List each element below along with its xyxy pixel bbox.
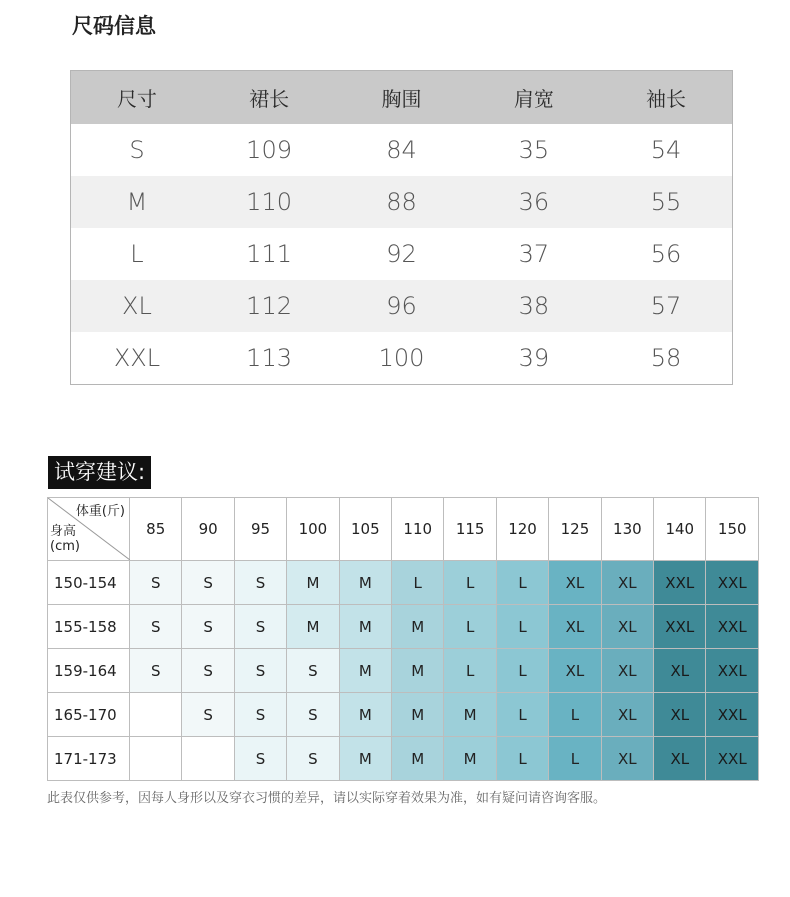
cell-skirt-length: 110 <box>203 176 335 228</box>
size-suggestion-cell: XL <box>549 605 601 649</box>
disclaimer-note: 此表仅供参考，因每人身形以及穿衣习惯的差异，请以实际穿着效果为准，如有疑问请咨询客服。 <box>47 791 607 806</box>
size-suggestion-cell: M <box>339 561 391 605</box>
fit-table-corner <box>48 498 130 561</box>
cell-size: XXL <box>71 332 203 385</box>
size-table-row <box>71 332 733 385</box>
cell-shoulder: 36 <box>468 176 600 228</box>
header-bust: 胸围 <box>335 71 467 125</box>
cell-shoulder: 37 <box>468 228 600 280</box>
size-suggestion-cell: L <box>392 561 444 605</box>
size-suggestion-cell: XL <box>601 737 653 781</box>
height-range-cell: 159-164 <box>48 649 130 693</box>
cell-bust: 84 <box>335 124 467 176</box>
height-range-cell: 171-173 <box>48 737 130 781</box>
height-axis-unit: (cm) <box>50 539 80 554</box>
size-suggestion-cell: L <box>496 561 548 605</box>
cell-size: L <box>71 228 203 280</box>
weight-header-cell: 140 <box>654 498 706 561</box>
height-axis-label-text: 身高 <box>50 524 77 539</box>
size-table-row <box>71 228 733 280</box>
size-info-title: 尺码信息 <box>72 14 156 38</box>
size-info-table <box>70 70 733 385</box>
cell-sleeve: 56 <box>600 228 732 280</box>
cell-bust: 92 <box>335 228 467 280</box>
weight-header-cell: 115 <box>444 498 496 561</box>
fit-table-row <box>48 693 759 737</box>
size-suggestion-cell: S <box>287 649 339 693</box>
size-suggestion-cell: S <box>234 693 286 737</box>
header-size: 尺寸 <box>71 71 203 125</box>
size-table-row <box>71 176 733 228</box>
height-range-cell: 150-154 <box>48 561 130 605</box>
size-suggestion-cell: XL <box>549 649 601 693</box>
cell-sleeve: 57 <box>600 280 732 332</box>
size-suggestion-cell: XL <box>654 737 706 781</box>
weight-header-cell: 85 <box>130 498 182 561</box>
fit-table-row <box>48 605 759 649</box>
weight-axis-label: 体重(斤) <box>75 504 125 519</box>
size-suggestion-cell: L <box>444 649 496 693</box>
fit-table-header-row <box>48 498 759 561</box>
cell-bust: 96 <box>335 280 467 332</box>
fit-table-row <box>48 649 759 693</box>
cell-skirt-length: 109 <box>203 124 335 176</box>
size-suggestion-cell: M <box>444 737 496 781</box>
size-suggestion-cell: XL <box>601 693 653 737</box>
size-suggestion-cell: M <box>392 737 444 781</box>
height-range-cell: 155-158 <box>48 605 130 649</box>
size-suggestion-cell: XXL <box>654 605 706 649</box>
cell-skirt-length: 113 <box>203 332 335 385</box>
size-suggestion-cell: XL <box>601 561 653 605</box>
cell-shoulder: 38 <box>468 280 600 332</box>
size-suggestion-cell: XXL <box>706 605 759 649</box>
size-suggestion-cell: XL <box>601 649 653 693</box>
size-suggestion-cell: S <box>234 737 286 781</box>
size-suggestion-cell: L <box>549 737 601 781</box>
cell-shoulder: 35 <box>468 124 600 176</box>
size-suggestion-cell: XL <box>654 649 706 693</box>
weight-header-cell: 120 <box>496 498 548 561</box>
weight-header-cell: 100 <box>287 498 339 561</box>
cell-size: XL <box>71 280 203 332</box>
cell-bust: 88 <box>335 176 467 228</box>
size-suggestion-cell: L <box>549 693 601 737</box>
size-suggestion-cell: S <box>182 693 234 737</box>
size-suggestion-cell <box>182 737 234 781</box>
size-table-row <box>71 124 733 176</box>
size-suggestion-cell: M <box>339 737 391 781</box>
cell-size: M <box>71 176 203 228</box>
weight-header-cell: 95 <box>234 498 286 561</box>
height-range-cell: 165-170 <box>48 693 130 737</box>
size-suggestion-cell: XXL <box>706 561 759 605</box>
size-suggestion-cell: S <box>182 561 234 605</box>
fit-guide-table <box>47 497 759 781</box>
weight-header-cell: 110 <box>392 498 444 561</box>
cell-sleeve: 54 <box>600 124 732 176</box>
fit-table-row <box>48 561 759 605</box>
size-suggestion-cell: M <box>287 605 339 649</box>
size-suggestion-cell: S <box>287 693 339 737</box>
cell-shoulder: 39 <box>468 332 600 385</box>
size-suggestion-cell: S <box>182 605 234 649</box>
weight-header-cell: 150 <box>706 498 759 561</box>
size-suggestion-cell: XXL <box>706 649 759 693</box>
size-suggestion-cell: M <box>392 605 444 649</box>
size-suggestion-cell: XL <box>654 693 706 737</box>
size-suggestion-cell: S <box>234 561 286 605</box>
weight-header-cell: 105 <box>339 498 391 561</box>
size-table-header-row <box>71 71 733 125</box>
fit-guide-title: 试穿建议: <box>48 456 151 489</box>
cell-size: S <box>71 124 203 176</box>
size-suggestion-cell: L <box>496 605 548 649</box>
size-suggestion-cell: M <box>339 605 391 649</box>
height-axis-label <box>50 524 80 554</box>
size-suggestion-cell: L <box>496 693 548 737</box>
size-suggestion-cell: M <box>392 649 444 693</box>
size-suggestion-cell: S <box>130 605 182 649</box>
size-suggestion-cell: S <box>287 737 339 781</box>
weight-header-cell: 125 <box>549 498 601 561</box>
size-suggestion-cell: M <box>444 693 496 737</box>
size-suggestion-cell: M <box>392 693 444 737</box>
size-suggestion-cell <box>130 693 182 737</box>
cell-skirt-length: 111 <box>203 228 335 280</box>
size-suggestion-cell: XL <box>549 561 601 605</box>
size-suggestion-cell: L <box>444 605 496 649</box>
size-suggestion-cell: XL <box>601 605 653 649</box>
header-shoulder: 肩宽 <box>468 71 600 125</box>
size-suggestion-cell: S <box>130 561 182 605</box>
size-suggestion-cell: M <box>339 649 391 693</box>
size-suggestion-cell: XXL <box>706 693 759 737</box>
size-suggestion-cell <box>130 737 182 781</box>
size-suggestion-cell: S <box>234 649 286 693</box>
size-suggestion-cell: L <box>496 649 548 693</box>
size-suggestion-cell: S <box>130 649 182 693</box>
size-suggestion-cell: M <box>339 693 391 737</box>
header-skirt-length: 裙长 <box>203 71 335 125</box>
size-suggestion-cell: XXL <box>706 737 759 781</box>
size-suggestion-cell: S <box>182 649 234 693</box>
size-suggestion-cell: L <box>444 561 496 605</box>
weight-header-cell: 90 <box>182 498 234 561</box>
weight-header-cell: 130 <box>601 498 653 561</box>
size-suggestion-cell: XXL <box>654 561 706 605</box>
header-sleeve: 袖长 <box>600 71 732 125</box>
cell-bust: 100 <box>335 332 467 385</box>
cell-sleeve: 55 <box>600 176 732 228</box>
size-suggestion-cell: S <box>234 605 286 649</box>
size-suggestion-cell: L <box>496 737 548 781</box>
cell-skirt-length: 112 <box>203 280 335 332</box>
size-suggestion-cell: M <box>287 561 339 605</box>
cell-sleeve: 58 <box>600 332 732 385</box>
fit-table-row <box>48 737 759 781</box>
size-table-row <box>71 280 733 332</box>
